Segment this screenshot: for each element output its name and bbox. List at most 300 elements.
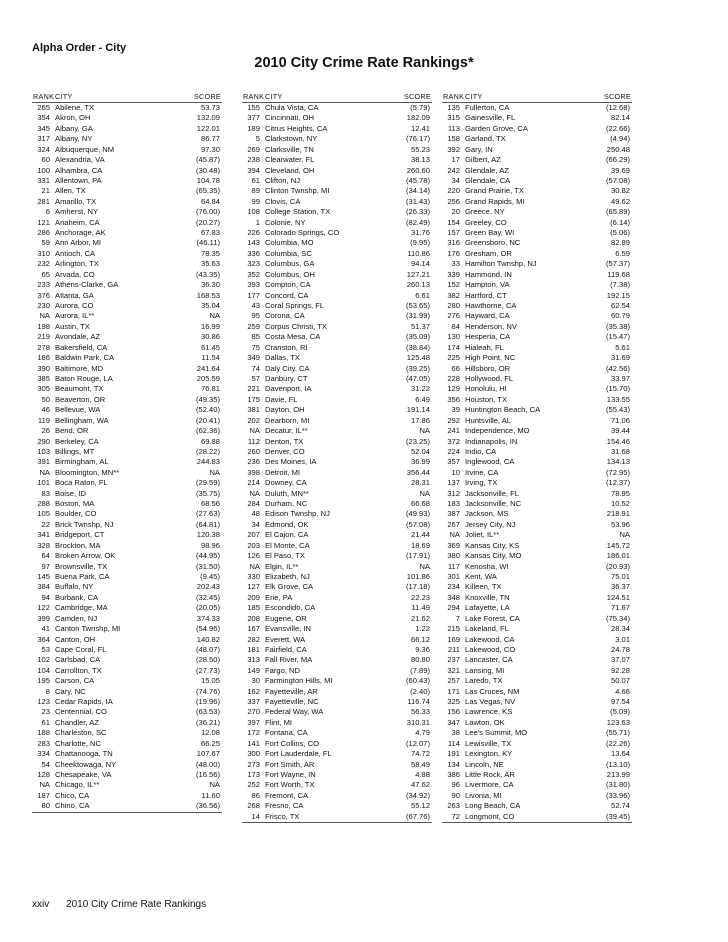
rank-cell: 191 bbox=[447, 749, 460, 759]
score-cell: 13.64 bbox=[610, 749, 630, 759]
table-row bbox=[242, 457, 432, 467]
city-cell: Las Cruces, NM bbox=[465, 686, 520, 696]
score-cell: 61.45 bbox=[200, 342, 220, 352]
table-row bbox=[242, 228, 432, 238]
table-row bbox=[442, 801, 632, 811]
city-cell: Farmington Hills, MI bbox=[265, 676, 333, 686]
score-cell: (45.87) bbox=[195, 155, 220, 165]
score-cell: 92.28 bbox=[610, 665, 630, 675]
score-cell: (76.00) bbox=[195, 207, 220, 217]
city-cell: Brick Twnshp, NJ bbox=[55, 519, 114, 529]
table-row bbox=[442, 749, 632, 759]
score-cell: 47.62 bbox=[410, 780, 430, 790]
table-row bbox=[32, 655, 222, 665]
table-row bbox=[242, 207, 432, 217]
table-row bbox=[442, 166, 632, 176]
score-cell: (57.08) bbox=[405, 519, 430, 529]
city-cell: Houston, TX bbox=[465, 394, 508, 404]
table-row bbox=[242, 332, 432, 342]
rank-cell: 328 bbox=[37, 540, 50, 550]
city-cell: Cheektowaga, NY bbox=[55, 759, 117, 769]
table-row bbox=[442, 624, 632, 634]
section-label: Alpha Order - City bbox=[32, 42, 127, 54]
rank-cell: 188 bbox=[37, 728, 50, 738]
city-cell: Duluth, MN** bbox=[265, 488, 309, 498]
rank-cell: 57 bbox=[251, 373, 260, 383]
score-cell: 21.62 bbox=[410, 613, 430, 623]
table-row bbox=[32, 760, 222, 770]
table-row bbox=[442, 113, 632, 123]
score-cell: (75.34) bbox=[605, 613, 630, 623]
city-cell: Centennial, CO bbox=[55, 707, 107, 717]
rank-cell: 265 bbox=[37, 103, 50, 112]
city-cell: Gilbert, AZ bbox=[465, 155, 501, 165]
rank-cell: 354 bbox=[37, 113, 50, 123]
table-row bbox=[32, 801, 222, 811]
city-cell: Allentown, PA bbox=[55, 175, 102, 185]
table-row bbox=[242, 405, 432, 415]
table-row bbox=[242, 499, 432, 509]
score-cell: 75.01 bbox=[610, 571, 630, 581]
rank-cell: 113 bbox=[447, 123, 460, 133]
score-cell: (72.95) bbox=[605, 467, 630, 477]
table-row bbox=[242, 582, 432, 592]
score-cell: (55.71) bbox=[605, 728, 630, 738]
score-cell: (19.96) bbox=[195, 697, 220, 707]
rank-cell: 348 bbox=[447, 592, 460, 602]
rank-cell: 128 bbox=[37, 770, 50, 779]
rank-cell: 286 bbox=[37, 228, 50, 238]
city-cell: Des Moines, IA bbox=[265, 457, 317, 467]
rank-cell: 325 bbox=[447, 697, 460, 707]
rank-cell: 290 bbox=[37, 436, 50, 446]
rank-cell: 391 bbox=[37, 457, 50, 467]
table-row bbox=[242, 676, 432, 686]
rank-cell: 381 bbox=[247, 405, 260, 415]
table-row bbox=[32, 343, 222, 353]
score-cell: (17.18) bbox=[405, 582, 430, 592]
city-cell: Gainesville, FL bbox=[465, 113, 516, 123]
rank-cell: 72 bbox=[451, 811, 460, 821]
score-cell: NA bbox=[419, 426, 430, 436]
rank-cell: 339 bbox=[447, 269, 460, 279]
city-cell: Green Bay, WI bbox=[465, 228, 515, 238]
city-cell: Anaheim, CA bbox=[55, 217, 100, 227]
rank-cell: NA bbox=[39, 467, 50, 477]
city-cell: Brockton, MA bbox=[55, 540, 101, 550]
score-cell: (49.35) bbox=[195, 394, 220, 404]
table-row bbox=[32, 791, 222, 801]
table-row bbox=[442, 603, 632, 613]
city-cell: Antioch, CA bbox=[55, 248, 96, 258]
score-cell: (57.37) bbox=[605, 259, 630, 269]
rank-cell: 158 bbox=[447, 134, 460, 144]
table-row bbox=[442, 562, 632, 572]
city-cell: Cambridge, MA bbox=[55, 603, 108, 613]
table-row bbox=[442, 280, 632, 290]
table-row bbox=[442, 176, 632, 186]
score-cell: (36.56) bbox=[195, 801, 220, 811]
table-row bbox=[32, 176, 222, 186]
city-cell: Greeley, CO bbox=[465, 217, 507, 227]
table-row bbox=[242, 655, 432, 665]
table-row bbox=[242, 687, 432, 697]
score-cell: 260.13 bbox=[406, 280, 430, 290]
rank-rows bbox=[442, 102, 632, 823]
score-cell: 39.69 bbox=[610, 165, 630, 175]
city-cell: Charlotte, NC bbox=[55, 738, 102, 748]
city-cell: Killeen, TX bbox=[465, 582, 502, 592]
city-cell: Columbus, OH bbox=[265, 269, 315, 279]
table-row bbox=[32, 207, 222, 217]
score-cell: 145.72 bbox=[606, 540, 630, 550]
rank-cell: 80 bbox=[41, 801, 50, 811]
rank-cell: 313 bbox=[247, 655, 260, 665]
score-cell: 168.53 bbox=[196, 290, 220, 300]
city-cell: Henderson, NV bbox=[465, 321, 517, 331]
table-row bbox=[242, 718, 432, 728]
city-cell: Bloomington, MN** bbox=[55, 467, 120, 477]
score-cell: 50.07 bbox=[610, 676, 630, 686]
score-cell: (42.56) bbox=[605, 363, 630, 373]
city-cell: Charleston, SC bbox=[55, 728, 107, 738]
score-cell: (46.11) bbox=[196, 238, 220, 248]
footer-title: 2010 City Crime Rate Rankings bbox=[66, 899, 207, 910]
city-cell: Hayward, CA bbox=[465, 311, 510, 321]
table-row bbox=[442, 301, 632, 311]
rank-cell: 334 bbox=[37, 749, 50, 759]
score-cell: 35.63 bbox=[200, 259, 220, 269]
rank-cell: 10 bbox=[451, 467, 460, 477]
city-cell: Elk Grove, CA bbox=[265, 582, 314, 592]
rank-cell: 149 bbox=[247, 665, 260, 675]
score-cell: 49.62 bbox=[610, 196, 630, 206]
score-cell: 33.97 bbox=[610, 373, 630, 383]
column-header bbox=[442, 90, 632, 102]
rank-cell: 38 bbox=[451, 728, 460, 738]
rank-cell: 60 bbox=[41, 155, 50, 165]
table-row bbox=[242, 603, 432, 613]
rank-cell: 211 bbox=[447, 644, 460, 654]
table-row bbox=[242, 572, 432, 582]
score-cell: (20.05) bbox=[195, 603, 220, 613]
table-row bbox=[32, 457, 222, 467]
score-cell: (26.33) bbox=[405, 207, 430, 217]
city-cell: Hollywood, FL bbox=[465, 373, 514, 383]
table-row bbox=[442, 364, 632, 374]
rank-cell: 345 bbox=[37, 123, 50, 133]
table-row bbox=[32, 405, 222, 415]
table-row bbox=[32, 728, 222, 738]
rank-cell: 155 bbox=[247, 103, 260, 112]
city-cell: Laredo, TX bbox=[465, 676, 503, 686]
city-cell: Clovis, CA bbox=[265, 196, 301, 206]
score-cell: (5.09) bbox=[610, 707, 630, 717]
score-cell: (31.43) bbox=[405, 196, 430, 206]
city-cell: Indio, CA bbox=[465, 446, 497, 456]
table-row bbox=[442, 707, 632, 717]
page-number: xxiv bbox=[32, 899, 50, 910]
table-row bbox=[442, 124, 632, 134]
city-cell: Clarksville, TN bbox=[265, 144, 314, 154]
city-cell: Federal Way, WA bbox=[265, 707, 324, 717]
score-cell: 101.86 bbox=[406, 571, 430, 581]
score-cell: 38.13 bbox=[410, 155, 430, 165]
score-cell: (2.40) bbox=[410, 686, 430, 696]
table-row bbox=[442, 103, 632, 113]
score-cell: (23.25) bbox=[405, 436, 430, 446]
table-row bbox=[32, 707, 222, 717]
city-cell: Canton, OH bbox=[55, 634, 96, 644]
rank-cell: 135 bbox=[447, 103, 460, 112]
table-row bbox=[242, 635, 432, 645]
city-cell: Arvada, CO bbox=[55, 269, 95, 279]
score-cell: (74.76) bbox=[195, 686, 220, 696]
city-cell: Cleveland, OH bbox=[265, 165, 315, 175]
city-cell: Lawrence, KS bbox=[465, 707, 513, 717]
rank-cell: 270 bbox=[247, 707, 260, 717]
score-cell: 35.04 bbox=[200, 301, 220, 311]
rank-cell: 61 bbox=[41, 717, 50, 727]
table-row bbox=[242, 426, 432, 436]
score-cell: 133.55 bbox=[606, 394, 630, 404]
city-cell: Denver, CO bbox=[265, 446, 305, 456]
rank-cell: 121 bbox=[37, 217, 50, 227]
rank-cell: 189 bbox=[247, 123, 260, 133]
table-row bbox=[242, 343, 432, 353]
score-cell: (76.17) bbox=[405, 134, 430, 144]
city-cell: Athens-Clarke, GA bbox=[55, 280, 119, 290]
city-cell: Birmingham, AL bbox=[55, 457, 109, 467]
rank-cell: 380 bbox=[447, 551, 460, 561]
city-cell: Dallas, TX bbox=[265, 353, 300, 363]
rank-cell: 337 bbox=[247, 697, 260, 707]
city-cell: Fargo, ND bbox=[265, 665, 301, 675]
city-cell: Bakersfield, CA bbox=[55, 342, 108, 352]
ranking-column-1 bbox=[32, 90, 222, 813]
city-cell: Beaverton, OR bbox=[55, 394, 106, 404]
city-cell: Arlington, TX bbox=[55, 259, 99, 269]
rank-cell: 103 bbox=[37, 446, 50, 456]
city-cell: Davenport, IA bbox=[265, 384, 312, 394]
table-row bbox=[442, 791, 632, 801]
score-cell: NA bbox=[419, 488, 430, 498]
rank-cell: 232 bbox=[37, 259, 50, 269]
rank-cell: 61 bbox=[251, 175, 260, 185]
score-cell: (22.66) bbox=[605, 123, 630, 133]
score-cell: (31.99) bbox=[405, 311, 430, 321]
rank-cell: 34 bbox=[451, 175, 460, 185]
city-cell: Buena Park, CA bbox=[55, 571, 110, 581]
city-cell: Dayton, OH bbox=[265, 405, 305, 415]
rank-cell: 46 bbox=[41, 405, 50, 415]
rank-cell: 174 bbox=[447, 342, 460, 352]
city-cell: Abilene, TX bbox=[55, 103, 95, 112]
city-header: CITY bbox=[55, 92, 73, 101]
table-row bbox=[242, 270, 432, 280]
table-row bbox=[32, 416, 222, 426]
table-row bbox=[442, 374, 632, 384]
score-cell: (38.84) bbox=[405, 342, 430, 352]
table-row bbox=[442, 332, 632, 342]
score-cell: (15.47) bbox=[605, 332, 630, 342]
city-cell: Erie, PA bbox=[265, 592, 293, 602]
table-row bbox=[242, 395, 432, 405]
table-row bbox=[442, 697, 632, 707]
city-cell: Boise, ID bbox=[55, 488, 86, 498]
rank-cell: 347 bbox=[447, 717, 460, 727]
table-row bbox=[242, 478, 432, 488]
rank-cell: 122 bbox=[37, 603, 50, 613]
city-cell: Corpus Christi, TX bbox=[265, 321, 327, 331]
score-cell: 374.33 bbox=[196, 613, 220, 623]
table-row bbox=[242, 280, 432, 290]
rank-cell: 237 bbox=[447, 655, 460, 665]
rank-cell: 382 bbox=[447, 290, 460, 300]
table-row bbox=[442, 760, 632, 770]
rank-cell: 233 bbox=[37, 280, 50, 290]
score-cell: 11.54 bbox=[201, 353, 220, 363]
score-cell: (20.93) bbox=[605, 561, 630, 571]
city-cell: Garden Grove, CA bbox=[465, 123, 528, 133]
table-row bbox=[242, 311, 432, 321]
rank-cell: 387 bbox=[447, 509, 460, 519]
city-cell: Dearborn, MI bbox=[265, 415, 310, 425]
rank-cell: 336 bbox=[247, 248, 260, 258]
city-cell: Inglewood, CA bbox=[465, 457, 515, 467]
rank-cell: 225 bbox=[447, 353, 460, 363]
city-cell: Bellingham, WA bbox=[55, 415, 109, 425]
rank-cell: 167 bbox=[247, 624, 260, 634]
city-cell: Hillsboro, OR bbox=[465, 363, 511, 373]
table-row bbox=[32, 739, 222, 749]
score-cell: 82.14 bbox=[610, 113, 630, 123]
score-cell: (67.76) bbox=[405, 811, 430, 821]
score-cell: 31.22 bbox=[410, 384, 430, 394]
city-cell: Danbury, CT bbox=[265, 373, 308, 383]
score-cell: 76.81 bbox=[200, 384, 220, 394]
city-cell: Kenosha, WI bbox=[465, 561, 509, 571]
table-row bbox=[242, 489, 432, 499]
score-cell: (39.25) bbox=[405, 363, 430, 373]
city-cell: Knoxville, TN bbox=[465, 592, 510, 602]
rank-cell: 172 bbox=[247, 728, 260, 738]
city-cell: Livonia, MI bbox=[465, 790, 502, 800]
table-row bbox=[242, 666, 432, 676]
score-cell: 17.86 bbox=[410, 415, 430, 425]
rank-cell: 224 bbox=[447, 446, 460, 456]
table-row bbox=[442, 457, 632, 467]
score-cell: (48.07) bbox=[195, 644, 220, 654]
city-cell: Flint, MI bbox=[265, 717, 293, 727]
city-cell: Las Vegas, NV bbox=[465, 697, 516, 707]
table-row bbox=[242, 291, 432, 301]
table-row bbox=[32, 103, 222, 113]
table-row bbox=[32, 614, 222, 624]
score-cell: (35.75) bbox=[195, 488, 220, 498]
score-cell: 205.59 bbox=[196, 373, 220, 383]
city-cell: Decatur, IL** bbox=[265, 426, 308, 436]
table-row bbox=[32, 749, 222, 759]
table-row bbox=[442, 207, 632, 217]
table-row bbox=[242, 166, 432, 176]
table-row bbox=[32, 687, 222, 697]
table-row bbox=[32, 468, 222, 478]
city-cell: Fort Worth, TX bbox=[265, 780, 315, 790]
table-row bbox=[32, 551, 222, 561]
rank-cell: 220 bbox=[447, 186, 460, 196]
city-cell: Cranston, RI bbox=[265, 342, 308, 352]
score-cell: 11.49 bbox=[411, 603, 430, 613]
city-cell: Coral Springs, FL bbox=[265, 301, 325, 311]
score-cell: (35.09) bbox=[405, 332, 430, 342]
city-cell: Edmond, OK bbox=[265, 519, 309, 529]
table-row bbox=[442, 311, 632, 321]
rank-cell: 5 bbox=[255, 134, 260, 144]
city-cell: Kent, WA bbox=[465, 571, 497, 581]
city-cell: Chino, CA bbox=[55, 801, 90, 811]
score-cell: (33.96) bbox=[605, 790, 630, 800]
city-cell: Davie, FL bbox=[265, 394, 298, 404]
rank-cell: 156 bbox=[447, 707, 460, 717]
city-cell: Hawthorne, CA bbox=[465, 301, 517, 311]
table-row bbox=[242, 541, 432, 551]
rank-cell: 219 bbox=[37, 332, 50, 342]
rank-cell: 330 bbox=[247, 571, 260, 581]
score-cell: (57.08) bbox=[605, 175, 630, 185]
rank-cell: 89 bbox=[251, 186, 260, 196]
rank-cell: 394 bbox=[247, 165, 260, 175]
rank-cell: 230 bbox=[37, 301, 50, 311]
city-cell: Clearwater, FL bbox=[265, 155, 315, 165]
table-row bbox=[242, 249, 432, 259]
city-cell: Costa Mesa, CA bbox=[265, 332, 321, 342]
city-cell: Cape Coral, FL bbox=[55, 644, 107, 654]
table-row bbox=[242, 562, 432, 572]
score-cell: (47.05) bbox=[405, 373, 430, 383]
table-row bbox=[32, 249, 222, 259]
table-row bbox=[442, 718, 632, 728]
rank-cell: 123 bbox=[37, 697, 50, 707]
rank-cell: 177 bbox=[247, 290, 260, 300]
city-cell: Chico, CA bbox=[55, 790, 90, 800]
score-cell: 66.68 bbox=[410, 499, 430, 509]
city-cell: Baldwin Park, CA bbox=[55, 353, 115, 363]
table-row bbox=[32, 697, 222, 707]
table-row bbox=[242, 353, 432, 363]
rank-cell: 208 bbox=[247, 613, 260, 623]
score-cell: (7.89) bbox=[410, 665, 430, 675]
table-row bbox=[242, 447, 432, 457]
score-cell: (43.35) bbox=[195, 269, 220, 279]
city-cell: Bend, OR bbox=[55, 426, 89, 436]
city-cell: Little Rock, AR bbox=[465, 770, 515, 779]
city-cell: Chicago, IL** bbox=[55, 780, 100, 790]
rank-cell: 22 bbox=[41, 519, 50, 529]
score-cell: 260.60 bbox=[406, 165, 430, 175]
score-cell: (5.06) bbox=[610, 228, 630, 238]
table-row bbox=[32, 238, 222, 248]
table-row bbox=[442, 541, 632, 551]
city-cell: Bellevue, WA bbox=[55, 405, 101, 415]
table-row bbox=[442, 322, 632, 332]
rank-cell: 315 bbox=[447, 113, 460, 123]
table-row bbox=[32, 676, 222, 686]
score-cell: 98.96 bbox=[200, 540, 220, 550]
score-cell: (12.68) bbox=[605, 103, 630, 112]
rank-cell: 112 bbox=[247, 436, 260, 446]
table-row bbox=[32, 228, 222, 238]
